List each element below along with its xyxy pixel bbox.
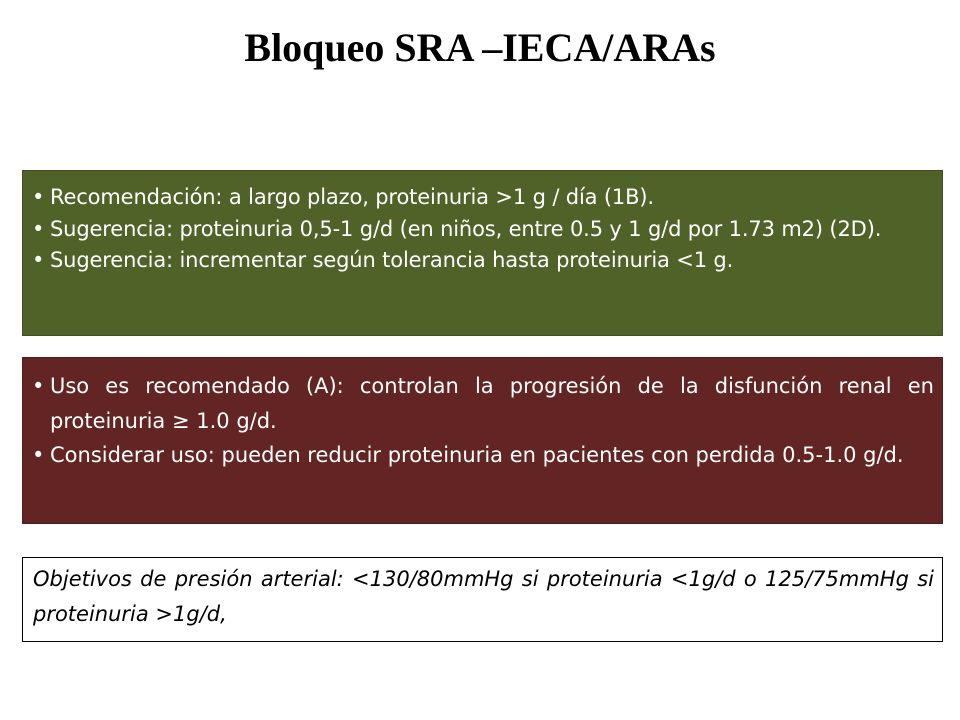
list-item-text: Sugerencia: proteinuria 0,5-1 g/d (en niños, entre 0.5 y 1 g/d por 1.73 m2) (2D). xyxy=(50,216,882,241)
recommendation-box xyxy=(22,170,943,336)
list-item-text: Sugerencia: incrementar según tolerancia hasta proteinuria <1 g. xyxy=(50,248,734,272)
bullet-icon: • xyxy=(32,216,45,241)
list-item-text: Considerar uso: pueden reducir proteinuria en pacientes con perdida 0.5-1.0 g/d. xyxy=(50,443,904,467)
list-item xyxy=(23,438,934,473)
list-item xyxy=(23,182,928,214)
usage-box xyxy=(22,357,943,524)
list-item-text: Recomendación: a largo plazo, proteinuria >1 g / día (1B). xyxy=(50,185,654,209)
bullet-icon: • xyxy=(32,248,45,272)
recommendation-list xyxy=(23,182,928,277)
usage-list xyxy=(23,369,934,473)
list-item xyxy=(23,245,928,277)
blood-pressure-goals: Objetivos de presión arterial: <130/80mmHg si proteinuria <1g/d o 125/75mmHg si proteinuria >1g/d, xyxy=(22,557,943,642)
slide-title: Bloqueo SRA –IECA/ARAs xyxy=(244,25,716,70)
list-item xyxy=(23,369,934,438)
bullet-icon: • xyxy=(32,185,45,209)
list-item xyxy=(23,214,928,246)
bullet-icon: • xyxy=(32,374,45,398)
list-item-text: Uso es recomendado (A): controlan la progresión de la disfunción renal en proteinuria ≥ 1.0 g/d. xyxy=(50,374,934,433)
bullet-icon: • xyxy=(32,443,45,467)
